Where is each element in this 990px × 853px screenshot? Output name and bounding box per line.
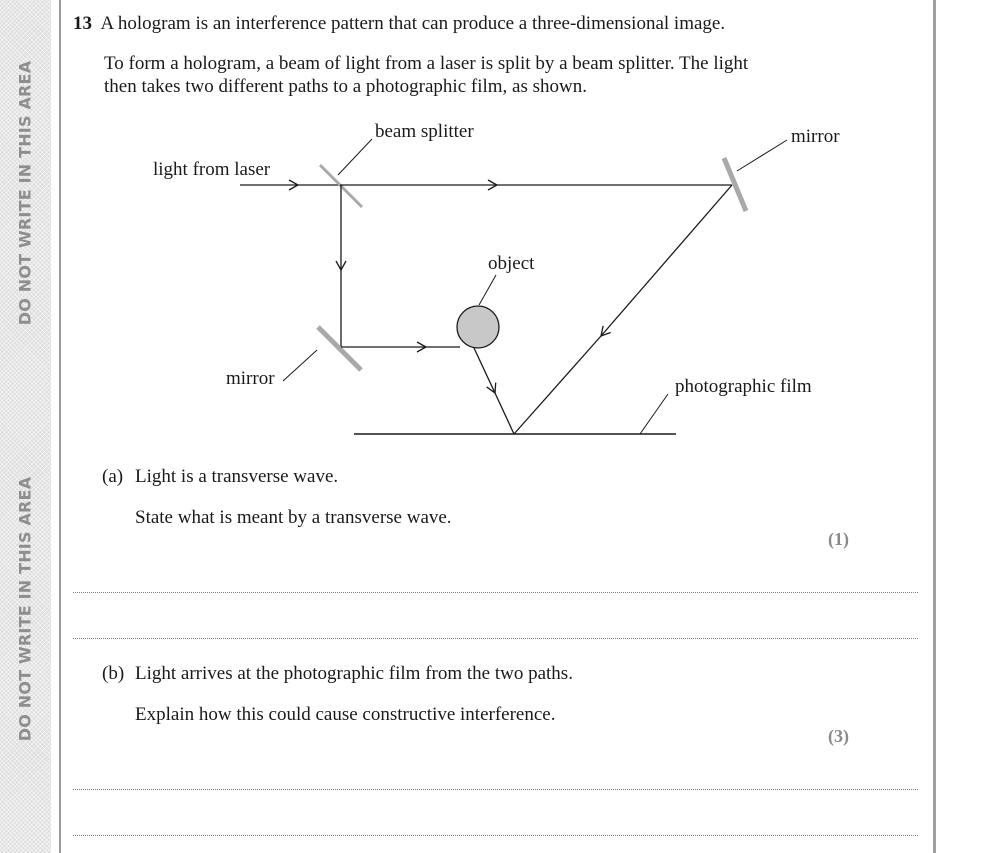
label-light-from-laser: light from laser bbox=[153, 159, 271, 180]
part-b-task: Explain how this could cause constructive interference. bbox=[135, 704, 556, 725]
lower-mirror-label-pointer bbox=[283, 350, 317, 381]
object-beam-b bbox=[495, 393, 514, 434]
part-a-task: State what is meant by a transverse wave. bbox=[135, 507, 452, 528]
margin-warning-bottom-text: DO NOT WRITE IN THIS AREA bbox=[15, 476, 35, 742]
label-object: object bbox=[488, 253, 535, 274]
label-mirror-top: mirror bbox=[791, 126, 840, 147]
part-a-statement: Light is a transverse wave. bbox=[135, 466, 339, 487]
answer-line-b1[interactable] bbox=[73, 789, 918, 790]
label-mirror-bottom: mirror bbox=[226, 368, 275, 389]
part-b-label: (b) bbox=[102, 663, 125, 684]
question-number: 13 bbox=[73, 13, 92, 34]
beam-splitter-label-pointer bbox=[338, 139, 372, 175]
object-label-pointer bbox=[479, 275, 496, 305]
reference-beam-a bbox=[601, 185, 732, 336]
label-beam-splitter: beam splitter bbox=[375, 121, 474, 142]
upper-mirror-label-pointer bbox=[737, 140, 787, 171]
margin-warning-top-text: DO NOT WRITE IN THIS AREA bbox=[15, 60, 35, 326]
part-b-statement: Light arrives at the photographic film from the two paths. bbox=[135, 663, 573, 684]
photographic-film-label-pointer bbox=[640, 394, 668, 434]
question-description-line1: To form a hologram, a beam of light from a laser is split by a beam splitter. The light bbox=[104, 53, 749, 74]
question-description-line2: then takes two different paths to a photographic film, as shown. bbox=[104, 76, 587, 97]
part-a-label: (a) bbox=[102, 466, 124, 487]
answer-line-a1[interactable] bbox=[73, 592, 918, 593]
answer-line-b2[interactable] bbox=[73, 835, 918, 836]
answer-line-a2[interactable] bbox=[73, 638, 918, 639]
question-intro: A hologram is an interference pattern that can produce a three-dimensional image. bbox=[100, 13, 726, 34]
object-beam-a bbox=[474, 348, 495, 393]
object-sphere bbox=[457, 306, 499, 348]
reference-beam-b bbox=[514, 336, 601, 434]
part-b-marks: (3) bbox=[828, 726, 849, 746]
part-a-marks: (1) bbox=[828, 529, 849, 549]
lower-mirror bbox=[318, 327, 361, 370]
label-photographic-film: photographic film bbox=[675, 376, 812, 397]
